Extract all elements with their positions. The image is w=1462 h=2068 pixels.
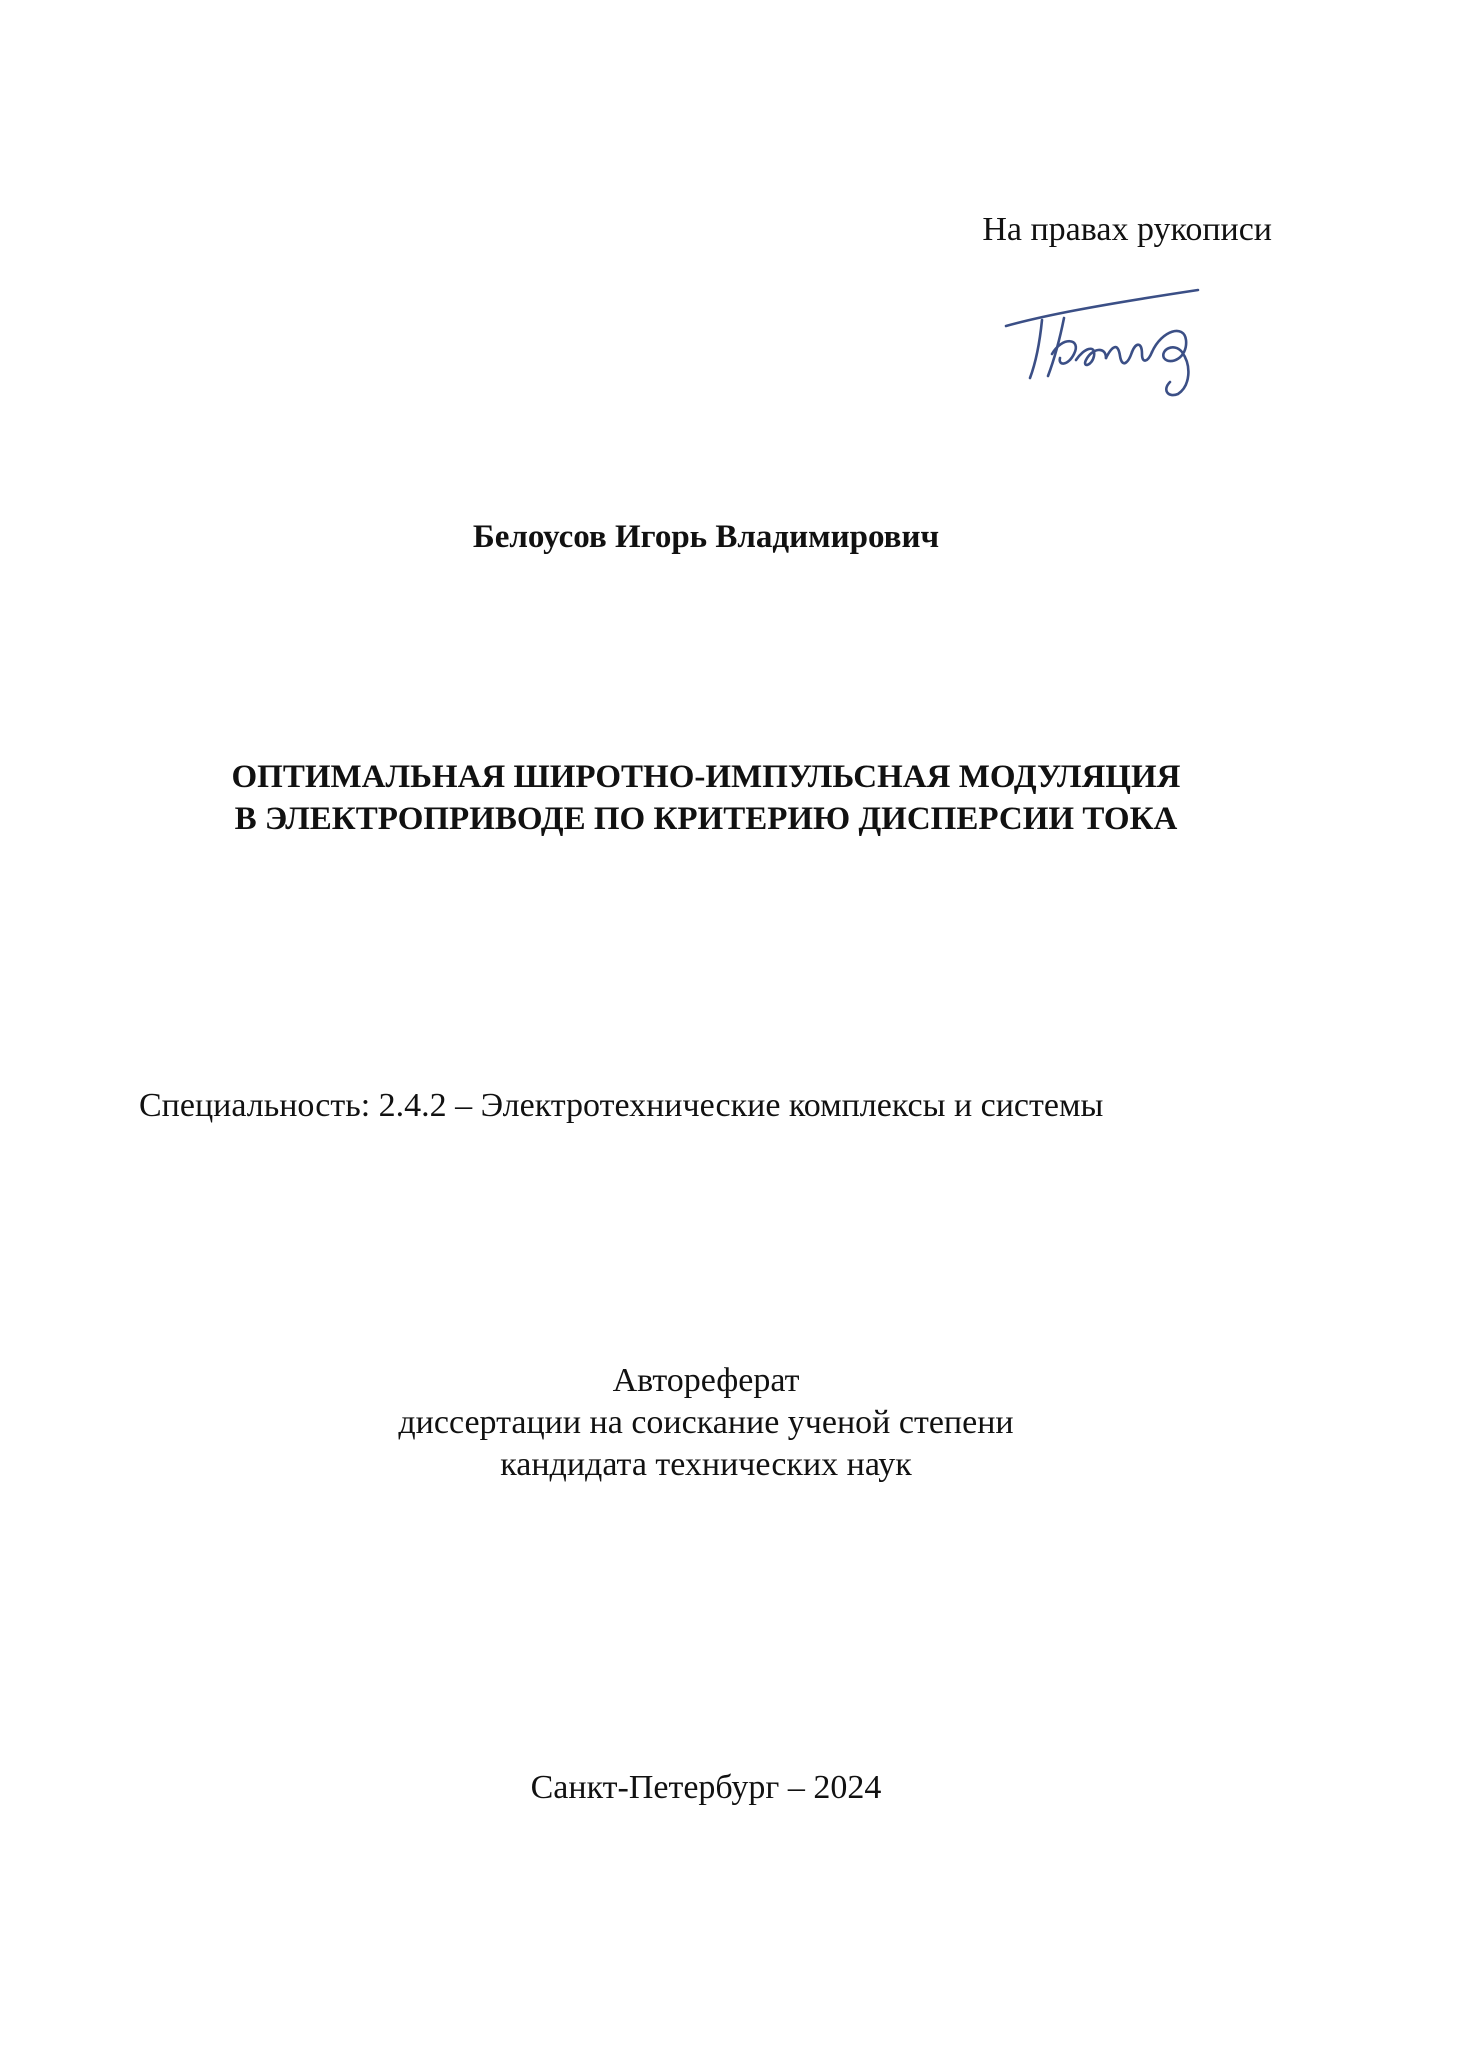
abstract-block: [0, 1360, 1412, 1486]
abstract-line-3: кандидата технических наук: [500, 1446, 912, 1483]
author-name: Белоусов Игорь Владимирович: [472, 519, 940, 555]
signature-image: [1002, 282, 1212, 400]
title-line-1: ОПТИМАЛЬНАЯ ШИРОТНО-ИМПУЛЬСНАЯ МОДУЛЯЦИЯ: [231, 759, 1181, 795]
specialty-line: Специальность: 2.4.2 – Электротехнические комплексы и системы: [139, 1087, 1104, 1124]
abstract-line-1: Автореферат: [612, 1362, 800, 1399]
title-line-2: В ЭЛЕКТРОПРИВОДЕ ПО КРИТЕРИЮ ДИСПЕРСИИ ТОКА: [234, 801, 1178, 837]
dissertation-title: [0, 756, 1412, 840]
city-year: Санкт-Петербург – 2024: [530, 1769, 882, 1806]
manuscript-note: На правах рукописи: [982, 211, 1272, 248]
abstract-line-2: диссертации на соискание ученой степени: [398, 1404, 1014, 1441]
